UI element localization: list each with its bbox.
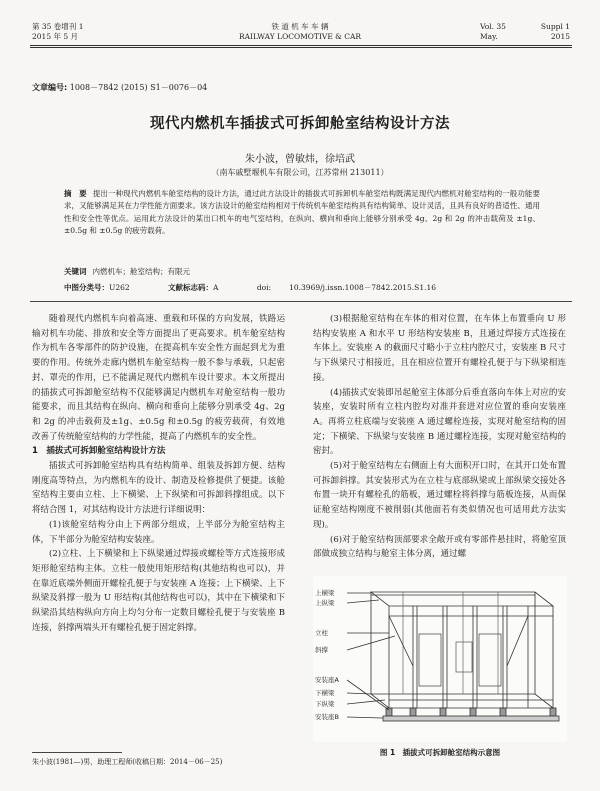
label-column: 立柱 <box>315 629 328 637</box>
author-footnote: 朱小波(1981—)男，助理工程师(收稿日期：2014－06－25) <box>32 758 223 766</box>
classification-line <box>64 282 540 293</box>
design-step-6: (6)对于舱室结构顶部要求全敞开或有零部件悬挂时，将舱室顶部做成独立结构与舱室主体分离，通过螺 <box>313 534 566 560</box>
design-step-1: (1)该舱室结构分由上下两部分组成，上半部分为舱室结构主体，下半部分为舱室结构安装座。 <box>32 519 285 545</box>
article-number-label: 文章编号: <box>32 83 68 92</box>
authors: 朱小波，曾敏炜，徐培武 <box>245 154 355 165</box>
design-step-4: (4)插拔式安装即吊起舱室主体部分后垂直落向车体上对应的安装座，安装时所有立柱内腔均对准并套进对应位置的垂向安装座 A。再将立柱底端与安装座 A 通过螺栓连接，实现对舱室结构的固定；下横梁、下纵梁与安装座 B 通过螺栓连接，实现对舱室结构的密封。 <box>313 387 566 457</box>
label-upper-crossbeam: 上横梁 <box>315 589 335 597</box>
intro-paragraph: 随着现代内燃机车向着高速、重载和环保的方向发展，铁路运输对机车功能、排放和安全等方面提出了更高要求。机车舱室结构作为机车各零部件的防护设施，在提高机车安全性方面起到尤为重要的作用。传统外走廊内燃机车舱室结构一般不参与承载，只起密封、罩壳的作用，已不能满足现代内燃机车设计要求。本文所提出的插拔式可拆卸舱室结构不仅能够满足内燃机车对舱室结构一般功能要求，而且其结构在纵向、横向和垂向上能够分别承受 4g、2g 和 2g 的冲击载荷及±1g、±0.5g 和±0.5g 的疲劳载荷，有效地改善了传统舱室结构的力学性能，提高了内燃机车的安全性。 <box>32 314 285 442</box>
section-heading: 1 插拔式可拆卸舱室结构设计方法 <box>32 446 166 457</box>
year-en: 2015 <box>550 32 570 41</box>
label-lower-longbeam: 下纵梁 <box>315 700 335 708</box>
design-step-5: (5)对于舱室结构左右侧面上有大面积开口时，在其开口处布置可拆卸斜撑。其安装形式为在立柱与底部纵梁或上部纵梁交接处各布置一块开有螺栓孔的筋板，通过螺栓将斜撑与筋板连接，从而保证舱室结构刚度不被削弱(其他面若有类似情况也可适用此方法实现)。 <box>313 461 566 530</box>
design-step-2: (2)立柱、上下横梁和上下纵梁通过焊接或螺栓等方式连接形成矩形舱室结构主体。立柱一般使用矩形结构(其他结构也可以)，并在靠近底端外侧面开螺栓孔便于与安装座 A 连接；上下横梁、上下纵梁及斜撑一般为 U 形结构(其他结构也可以)，其中在下横梁和下纵梁沿其结构纵向方向上均匀分布一定数目螺栓孔便于与安装座 B 连接，斜撑两端头开有螺栓孔便于固定斜撑。 <box>32 549 285 633</box>
label-upper-longbeam: 上纵梁 <box>315 599 335 607</box>
journal-title-en: RAILWAY LOCOMOTIVE & CAR <box>238 32 362 41</box>
body-right-column <box>313 312 566 562</box>
class-label: 中图分类号： <box>64 283 109 292</box>
section-intro-paragraph: 插拔式可拆卸舱室结构具有结构简单、组装及拆卸方便、结构刚度高等特点，为内燃机车的设计、制造及检修提供了便捷。该舱室结构主要由立柱、上下横梁、上下纵梁和可拆卸斜撑组成。以下将结合图 1，对其结构设计方法进行详细说明： <box>32 461 285 516</box>
journal-volume-en <box>480 22 570 42</box>
footnote-rule <box>32 752 122 753</box>
publication-date: 2015 年 5 月 <box>32 32 79 41</box>
supplement-en: Suppl 1 <box>540 22 570 31</box>
keywords <box>64 266 540 277</box>
abstract-text: 提出一种现代内燃机车舱室结构的设计方法，通过此方法设计的插拔式可拆卸机车舱室结构既满足现代内燃机对舱室结构的一般功能要求，又能够满足其在力学性能方面要求。该方法设计的舱室结构相对于传统机车舱室结构具有结构简单、设计灵活，且具有良好的普适性、通用性和安全性等优点。运用此方法设计的某出口机车的电气室结构，在纵向、横向和垂向上能够分别承受 4g、2g 和 2g 的冲击载荷及 ±1g、±0.5g 和 ±0.5g 的疲劳载荷。 <box>64 189 541 236</box>
figure-caption: 图 1 插拔式可拆卸舱室结构示意图 <box>379 748 501 757</box>
body-left-column <box>32 312 285 635</box>
month-en: May. <box>480 32 498 41</box>
journal-title-cn: 铁 道 机 车 车 辆 <box>271 22 329 31</box>
article-number <box>32 82 207 93</box>
doi-value: 10.3969/j.issn.1008－7842.2015.S1.16 <box>289 283 437 292</box>
cabin-structure-figure <box>313 576 567 742</box>
label-lower-crossbeam: 下横梁 <box>315 689 335 697</box>
keywords-text: 内燃机车；舱室结构；有限元 <box>92 267 190 276</box>
doc-code-label: 文献标志码： <box>168 283 214 292</box>
label-brace: 斜撑 <box>315 646 328 654</box>
doi-label: doi: <box>256 283 272 292</box>
label-mount-b: 安装座B <box>315 713 339 721</box>
volume-en: Vol. 35 <box>480 22 506 31</box>
article-number-value: 1008－7842 (2015) S1－0076－04 <box>69 83 208 92</box>
design-step-3: (3)根据舱室结构在车体的相对位置，在车体上布置垂向 U 形结构安装座 A 和水平 U 形结构安装座 B，且通过焊接方式连接在车体上。安装座 A 的截面尺寸略小于立柱内腔尺寸，安装座 B 尺寸与下纵梁尺寸相接近，且在相应位置开有螺栓孔便于与下纵梁相连接。 <box>313 314 566 383</box>
affiliation: （南车戚墅堰机车有限公司，江苏常州 213011） <box>211 168 389 177</box>
abstract-rule <box>30 301 572 302</box>
header-rule <box>30 45 572 46</box>
abstract-label: 摘 要 <box>64 189 87 198</box>
volume-issue: 第 35 卷增刊 1 <box>32 22 84 31</box>
abstract <box>64 188 540 238</box>
class-value: U262 <box>109 283 130 292</box>
doc-code-value: A <box>213 283 219 292</box>
header-rule-secondary <box>30 47 572 48</box>
paper-title: 现代内燃机车插拔式可拆卸舱室结构设计方法 <box>150 116 450 132</box>
label-mount-a: 安装座A <box>315 676 339 684</box>
keywords-label: 关键词 <box>64 267 87 276</box>
